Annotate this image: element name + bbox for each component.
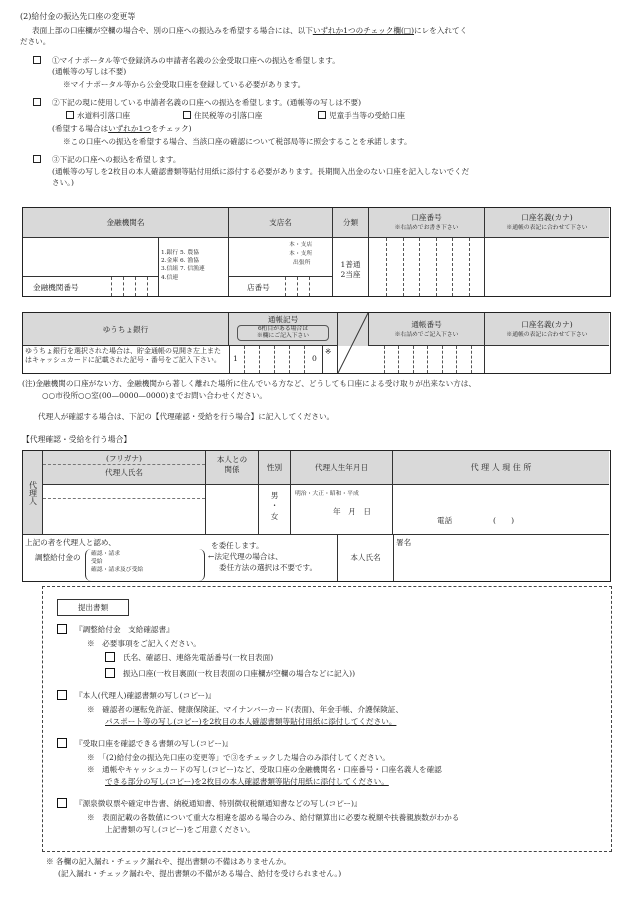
doc4-line2: 上記書類の写し(コピー)をご用意ください。	[105, 825, 255, 834]
proxy-table	[22, 450, 611, 582]
birthdate-input[interactable]: 明治・大正・昭和・平成 年 月 日	[291, 485, 393, 534]
doc3-checkbox[interactable]	[57, 738, 67, 748]
gender-header: 性別	[259, 451, 291, 485]
yucho-number-input[interactable]	[369, 346, 485, 373]
option1-checkbox[interactable]	[33, 56, 44, 65]
principal-name-label: 本人氏名	[337, 535, 394, 581]
proxy-heading: 【代理確認・受給を行う場合】	[22, 435, 132, 444]
no-account-note: (注)金融機関の口座がない方、金融機関から著しく離れた場所に住んでいる方など、どうしても口座による受け取りが出来ない方は、	[22, 379, 476, 388]
relation-input[interactable]	[206, 485, 259, 534]
account-number-input[interactable]	[369, 238, 485, 296]
option1-note: ※マイナポータル等から公金受取口座を登録している必要があります。	[63, 80, 306, 89]
doc4-line1: ※ 表面記載の各数値について重大な相違を認める場合のみ、給付額算出に必要な税額や扶養親族数がわかる	[87, 813, 460, 822]
option2-label: ②下記の現に使用している申請者名義の口座への振込を希望します。(通帳等の写しは不要)	[52, 98, 362, 107]
footer-check: ※ 各欄の記入漏れ・チェック漏れや、提出書類の不備はありませんか。	[46, 857, 292, 866]
option1-sub: (通帳等の写しは不要)	[52, 67, 127, 76]
doc3-line2: ※ 通帳やキャッシュカードの写し(コピー)など、受取口座の金融機関名・口座番号・口座名義人を確認	[87, 765, 442, 774]
option2-choice-resident-tax[interactable]: 住民税等の引落口座	[183, 111, 262, 120]
account-holder-header: 口座名義(カナ) ※通帳の表記に合わせて下さい	[506, 213, 588, 232]
doc1-title: 『調整給付金 支給確認書』	[75, 625, 174, 634]
diagonal-strike	[338, 313, 369, 373]
doc2-checkbox[interactable]	[57, 690, 67, 700]
doc4-checkbox[interactable]	[57, 798, 67, 808]
yucho-description: ゆうちょ銀行を選択された場合は、貯金通帳の見開き左上またはキャッシュカードに記載された記号・番号をご記入下さい。	[25, 347, 221, 365]
option3-label: ③下記の口座への振込を希望します。	[52, 155, 181, 164]
relation-header: 本人との関係	[206, 451, 259, 485]
branch-name-header: 支店名	[229, 208, 333, 238]
yucho-account-table	[22, 312, 611, 374]
doc1-sub2[interactable]: 振込口座(一枚目裏面(一枚目表面の口座欄が空欄の場合などに記入))	[105, 668, 355, 678]
address-input[interactable]	[393, 485, 609, 534]
doc1-sub1[interactable]: 氏名、確認日、連絡先電話番号(一枚目表面)	[105, 652, 273, 662]
doc2-title: 『本人(代理人)確認書類の写し(コピー)』	[75, 691, 216, 700]
option2-note: ※この口座への振込を希望する場合、当該口座の確認について税部局等に照会することを承諾します。	[63, 137, 412, 146]
proxy-label: 代理人	[23, 451, 43, 534]
option1-label: ①マイナポータル等で登録済みの申請者名義の公金受取口座への振込を希望します。	[52, 56, 340, 65]
delegation-scope-options[interactable]: 確認・請求 受給 確認・請求及び受給	[85, 549, 205, 581]
yucho-symbol-input[interactable]: 1 0 ※	[229, 346, 338, 373]
option3-sub-cont: さい。)	[52, 178, 74, 187]
yucho-bank-header: ゆうちょ銀行	[23, 313, 229, 346]
phone-label: 電話	[437, 516, 453, 525]
doc3-line1: ※ 「(2)給付金の振込先口座の変更等」で③をチェックした場合のみ添付してください。	[87, 753, 390, 762]
account-number-header: 口座番号 ※右詰めでお書き下さい	[369, 208, 485, 238]
doc1-checkbox[interactable]	[57, 624, 67, 634]
bank-code-field[interactable]: 金融機関番号	[23, 276, 158, 296]
yucho-holder-header: 口座名義(カナ) ※通帳の表記に合わせて下さい	[506, 320, 588, 339]
documents-title: 提出書類	[57, 599, 129, 616]
option2-choice-child-allowance[interactable]: 児童手当等の受給口座	[318, 111, 405, 120]
proxy-name-input[interactable]	[43, 485, 206, 534]
doc3-line3: できる部分の写し(コピー)を2枚目の本人確認書類等貼付用紙に添付してください。	[105, 777, 389, 786]
branch-code-field[interactable]: 店番号	[229, 276, 333, 296]
bank-name-header: 金融機関名	[23, 208, 229, 238]
proxy-intro: 代理人が確認する場合は、下記の【代理確認・受給を行う場合】に記入してください。	[38, 412, 335, 421]
account-holder-input[interactable]	[485, 238, 609, 296]
proxy-furigana-input[interactable]	[43, 485, 205, 499]
section-title: (2)給付金の振込先口座の変更等	[20, 12, 136, 21]
bank-account-table	[22, 207, 611, 297]
phone-input[interactable]: ( )	[493, 516, 515, 525]
address-header: 代 理 人 現 住 所	[470, 463, 532, 472]
option3-sub: (通帳等の写しを2枚目の本人確認書類等貼付用紙に添付する必要があります。長期間入出金のない口座を記入しないでくだ	[52, 167, 470, 176]
bank-name-input[interactable]	[23, 238, 229, 296]
required-documents-box	[42, 586, 612, 852]
account-class-header: 分類	[333, 208, 369, 238]
yucho-number-header: 通帳番号 ※右詰めでご記入下さい	[369, 313, 485, 346]
option2-checkbox[interactable]	[33, 98, 44, 107]
section-intro: 表面上部の口座欄が空欄の場合や、別の口座への振込みを希望する場合には、以下いずれか1つのチェック欄(□)にレを入れてく	[32, 26, 468, 35]
doc3-title: 『受取口座を確認できる書類の写し(コピー)』	[75, 739, 233, 748]
footer-warning: (記入漏れ・チェック漏れや、提出書類の不備がある場合、給付を受けられません。)	[58, 869, 342, 878]
gender-select[interactable]: 男 ・ 女	[259, 485, 291, 534]
doc2-line2: パスポート等の写し(コピー)を2枚目の本人確認書類等貼付用紙に添付してください。	[105, 717, 397, 726]
account-class-select[interactable]: 1普通 2当座	[333, 238, 369, 296]
yucho-holder-input[interactable]	[485, 346, 609, 373]
birthdate-header: 代理人生年月日	[291, 451, 393, 485]
option2-sub: (希望する場合はいずれか1つをチェック)	[52, 124, 192, 133]
doc1-note: ※ 必要事項をご記入ください。	[87, 639, 201, 648]
signature-field[interactable]: 署名	[396, 538, 412, 547]
bank-type-options: 1.銀行 5. 農協 2.金庫 6. 漁協 3.信組 7. 信漁連 4.信連	[158, 238, 229, 296]
yucho-diagonal-cell	[338, 313, 369, 346]
option2-choice-water[interactable]: 水道料引落口座	[66, 111, 130, 120]
proxy-name-header: (フリガナ) 代理人氏名	[43, 451, 206, 485]
branch-name-input[interactable]: 本・支店 本・支所 出張所 店番号	[229, 238, 333, 296]
section-intro-cont: ださい。	[20, 37, 51, 46]
no-account-contact: ○○市役所○○室(00—0000—0000)までお問い合わせください。	[42, 391, 268, 400]
doc4-title: 『源泉徴収票や確定申告書、納税通知書、特別徴収税額通知書などの写し(コピー)』	[75, 799, 362, 808]
delegation-row: 上記の者を代理人と認め、 調整給付金の 確認・請求 受給 確認・請求及び受給 を委任します。 ←法定代理の場合は、 委任方法の選択は不要です。 本人氏名 署名	[23, 534, 609, 581]
option3-checkbox[interactable]	[33, 155, 44, 164]
yucho-symbol-header: 通帳記号 6桁目がある場合は ※欄にご記入下さい	[229, 313, 338, 346]
doc2-line1: ※ 確認者の運転免許証、健康保険証、マイナンバーカード(表面)、年金手帳、介護保険証、	[87, 705, 404, 714]
